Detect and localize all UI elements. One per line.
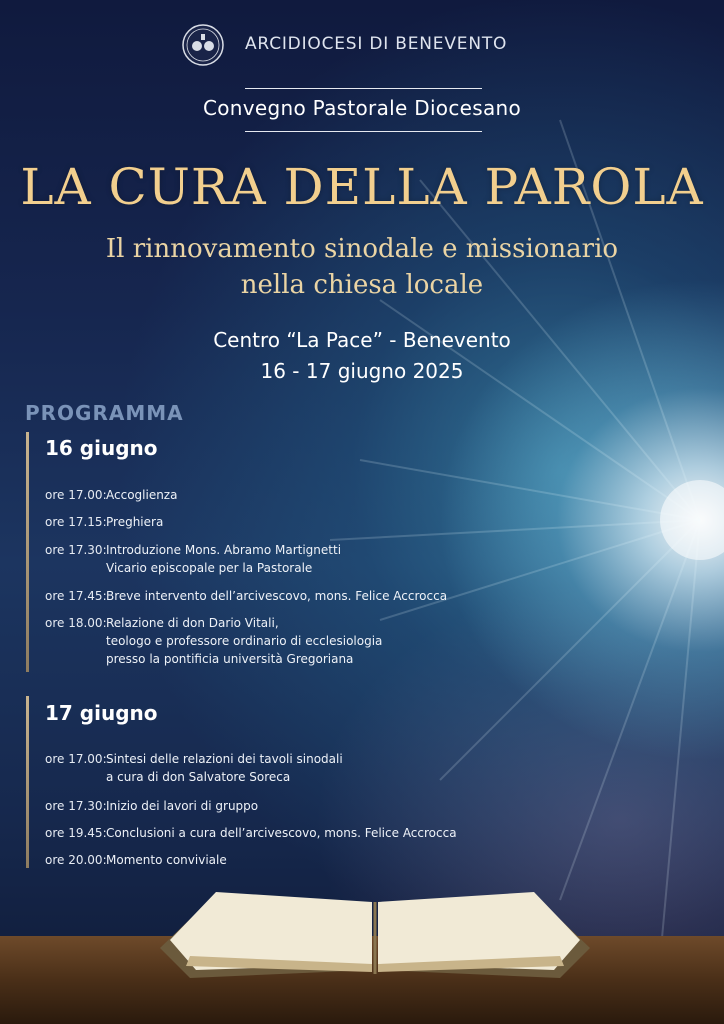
schedule-time: ore 19.45: (45, 826, 107, 840)
day-2-label: 17 giugno (45, 701, 158, 725)
divider-top (245, 88, 482, 89)
schedule-text: Sintesi delle relazioni dei tavoli sinodali (106, 752, 343, 766)
schedule-text: Vicario episcopale per la Pastorale (106, 561, 313, 575)
schedule-time: ore 18.00: (45, 616, 107, 630)
day-1-accent-bar (26, 432, 29, 672)
schedule-time: ore 20.00: (45, 853, 107, 867)
organization-name: ARCIDIOCESI DI BENEVENTO (245, 34, 508, 54)
schedule-time: ore 17.45: (45, 589, 107, 603)
schedule-time: ore 17.00: (45, 752, 107, 766)
event-type: Convegno Pastorale Diocesano (202, 96, 522, 120)
schedule-text: Momento conviviale (106, 853, 227, 867)
main-title: LA CURA DELLA PAROLA (20, 158, 704, 216)
open-bible-image (150, 878, 600, 988)
divider-bottom (245, 131, 482, 132)
schedule-text: Accoglienza (106, 488, 178, 502)
schedule-text: Relazione di don Dario Vitali, (106, 616, 279, 630)
schedule-text: teologo e professore ordinario di ecclesiologia (106, 634, 383, 648)
schedule-text: a cura di don Salvatore Soreca (106, 770, 291, 784)
subtitle-line-1: Il rinnovamento sinodale e missionario (105, 234, 619, 264)
schedule-time: ore 17.30: (45, 799, 107, 813)
venue-dates: 16 - 17 giugno 2025 (260, 359, 464, 383)
schedule-text: Breve intervento dell’arcivescovo, mons. Felice Accrocca (106, 589, 448, 603)
venue-place: Centro “La Pace” - Benevento (213, 328, 511, 352)
schedule-time: ore 17.30: (45, 543, 107, 557)
schedule-time: ore 17.00: (45, 488, 107, 502)
subtitle-line-2: nella chiesa locale (240, 270, 484, 300)
schedule-text: Conclusioni a cura dell’arcivescovo, mons. Felice Accrocca (106, 826, 457, 840)
diocese-seal-icon (182, 24, 224, 66)
day-2-accent-bar (26, 696, 29, 868)
day-1-label: 16 giugno (45, 436, 158, 460)
program-heading: PROGRAMMA (25, 401, 184, 425)
schedule-time: ore 17.15: (45, 515, 107, 529)
schedule-text: Preghiera (106, 515, 164, 529)
schedule-text: Inizio dei lavori di gruppo (106, 799, 259, 813)
schedule-text: Introduzione Mons. Abramo Martignetti (106, 543, 342, 557)
schedule-text: presso la pontificia università Gregoriana (106, 652, 354, 666)
